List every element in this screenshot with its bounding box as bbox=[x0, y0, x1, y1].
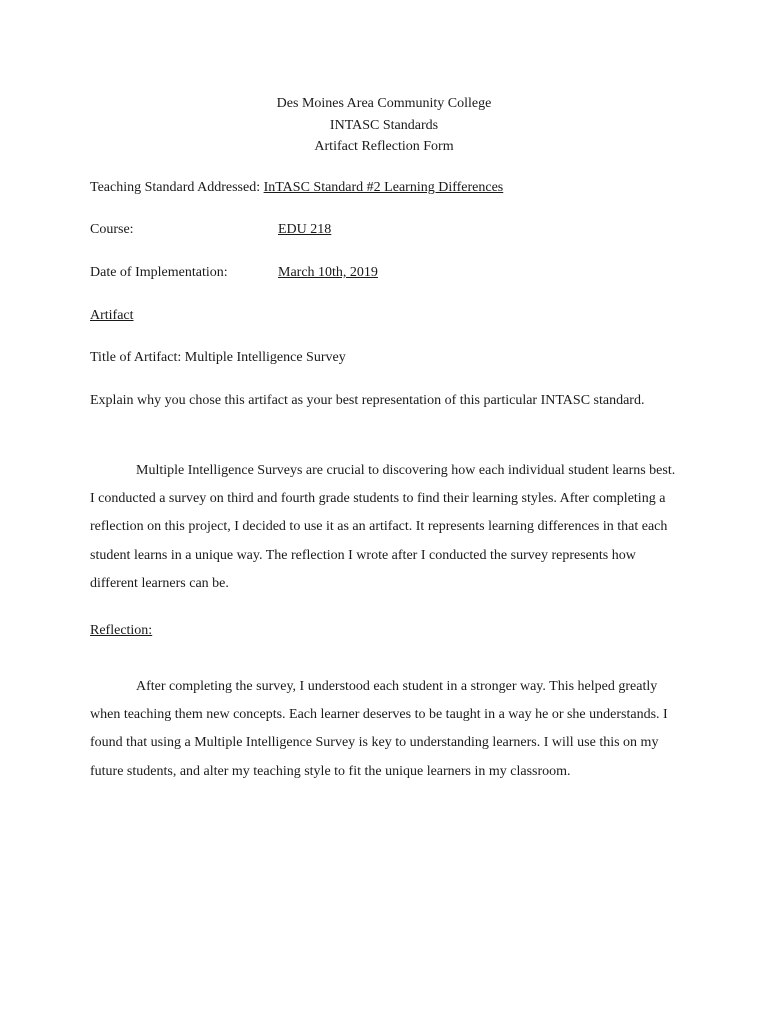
institution-name: Des Moines Area Community College bbox=[276, 96, 492, 111]
reflection-paragraph: After completing the survey, I understood each student in a stronger way. This helped greatly when teaching them new concepts. Each learner deserves to be taught in a way he or she understands. I found that using a Multiple Intelligence Survey is key to understanding learners. I will use this on my future students, and alter my teaching style to fit the unique learners in my classroom. bbox=[90, 679, 668, 779]
date-row bbox=[90, 263, 378, 283]
artifact-title-line: Title of Artifact: Multiple Intelligence Survey bbox=[90, 350, 346, 365]
artifact-paragraph: Multiple Intelligence Surveys are crucial to discovering how each individual student learns best. I conducted a survey on third and fourth grade students to find their learning styles. After completing a reflection on this project, I decided to use it as an artifact. It represents learning differences in that each student learns in a unique way. The reflection I wrote after I conducted the survey represents how different learners can be. bbox=[90, 463, 676, 591]
course-label: Course: bbox=[90, 222, 134, 237]
standard-value: InTASC Standard #2 Learning Differences bbox=[263, 180, 504, 195]
form-title: Artifact Reflection Form bbox=[314, 139, 454, 154]
document-header bbox=[0, 93, 768, 158]
course-row bbox=[90, 220, 332, 240]
date-value: March 10th, 2019 bbox=[278, 265, 378, 280]
artifact-heading: Artifact bbox=[90, 308, 134, 323]
reflection-heading: Reflection: bbox=[90, 623, 153, 638]
standards-title: INTASC Standards bbox=[329, 117, 439, 133]
standard-label: Teaching Standard Addressed: bbox=[90, 180, 261, 195]
standard-row bbox=[90, 178, 503, 198]
date-label: Date of Implementation: bbox=[90, 265, 228, 280]
course-value: EDU 218 bbox=[278, 222, 332, 237]
artifact-prompt: Explain why you chose this artifact as your best representation of this particular INTASC standard. bbox=[90, 393, 645, 408]
